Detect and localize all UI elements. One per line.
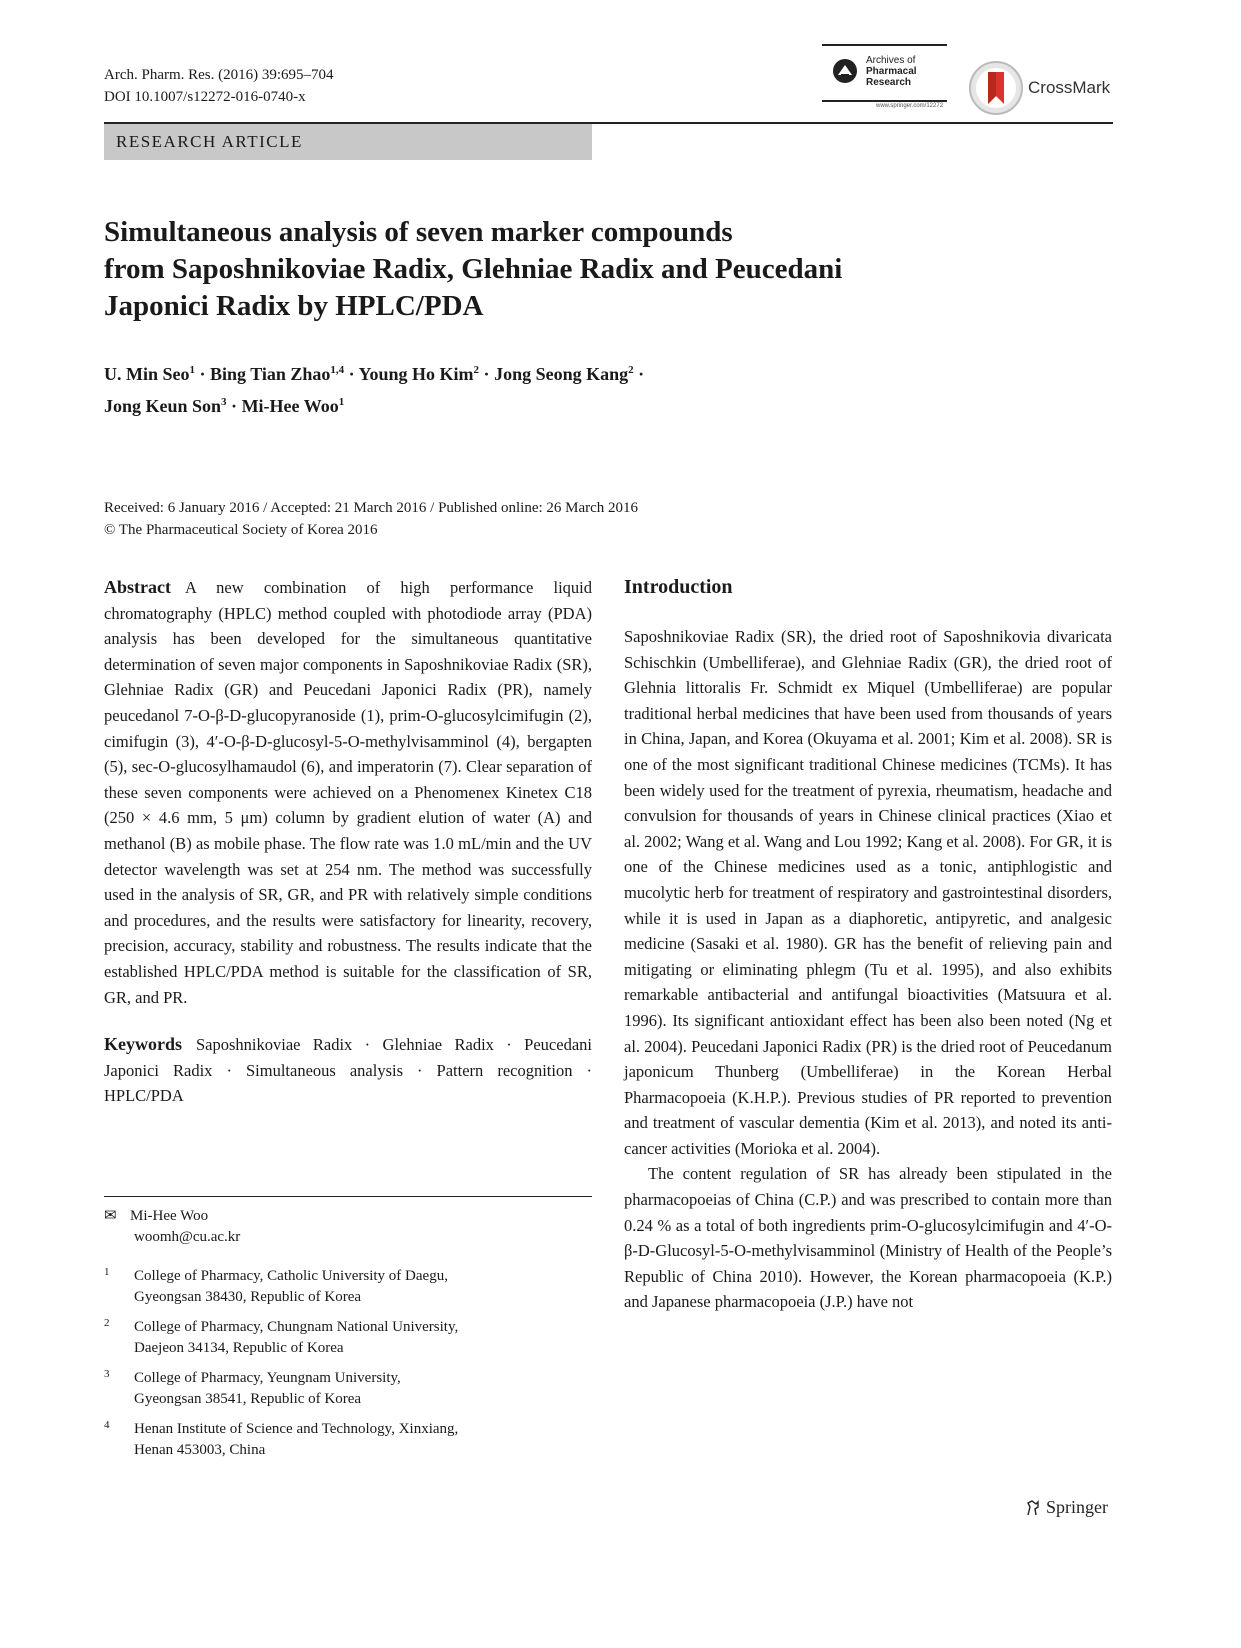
logo-rule-bottom — [822, 100, 947, 102]
abstract-label: Abstract — [104, 577, 171, 597]
right-column — [624, 575, 1112, 1315]
keywords-label: Keywords — [104, 1034, 182, 1055]
affiliation-2: 2 College of Pharmacy, Chungnam National University, Daejeon 34134, Republic of Korea — [104, 1317, 459, 1356]
envelope-icon: ✉ — [104, 1208, 117, 1224]
author-list: U. Min Seo$^1$ · Bing Tian Zhao$^{1,4}$ · Young Ho Kim$^2$ · Jong Seong Kang$^2$ · Jong Keun Son$^3$ · Mi-Hee Woo$^1$ — [104, 364, 645, 416]
publisher-name: Springer — [1046, 1497, 1108, 1517]
journal-logo[interactable] — [822, 44, 947, 110]
introduction-paragraph-1: Saposhnikoviae Radix (SR), the dried root of Saposhnikovia divaricata Schischkin (Umbelliferae), and Glehniae Radix (GR), the dried root of Glehnia littoralis Fr. Schmidt ex Miquel (Umbelliferae) are popular traditional herbal medicines that have been used from thousands of years in China, Japan, and Korea (Okuyama et al. 2001; Kim et al. 2008). SR is one of the most significant traditional Chinese medicines (TCMs). It has been widely used for the treatment of pyrexia, rheumatism, headache and convulsion for thousands of years in Chinese clinical practices (Xiao et al. 2002; Wang et al. Wang and Lou 1992; Kang et al. 2008). For GR, it is one of the Chinese medicines used as a tonic, antiphlogistic and mucolytic herb for treatment of respiratory and gastrointestinal disorders, while it is used in Japan as a diaphoretic, antipyretic, and analgesic medicine (Sasaki et al. 1980). GR has the benefit of relieving pain and mitigating or eliminating phlegm (Tu et al. 1995), and also exhibits remarkable antibacterial and antifungal bioactivities (Matsuura et al. 1996). Its significant antioxidant effect has been also been noted (Ng et al. 2004). Peucedani Japonici Radix (PR) is the dried root of Peucedanum japonicum Thunberg (Umbelliferae) in the Korean Herbal Pharmacopoeia (K.H.P.). Previous studies of PR reported to prevention and treatment of vascular dementia (Kim et al. 2013), and noted its anti-cancer activities (Morioka et al. 2004). — [624, 627, 1112, 1158]
logo-url: www.springer.com/12272 — [876, 103, 944, 109]
publication-dates — [104, 497, 638, 541]
logo-rule-top — [822, 44, 947, 46]
received-accepted-published: Received: 6 January 2016 / Accepted: 21 March 2016 / Published online: 26 March 2016 — [104, 500, 639, 516]
footnote-divider — [104, 1196, 592, 1197]
article-type-banner: RESEARCH ARTICLE — [104, 124, 592, 160]
author-name[interactable]: Jong Seong Kang — [494, 364, 629, 384]
abstract-text: A new combination of high performance liquid chromatography (HPLC) method coupled with photodiode array (PDA) analysis has been developed for the simultaneous quantitative determination of seven major components in Saposhnikoviae Radix (SR), Glehniae Radix (GR) and Peucedani Japonici Radix (PR), namely peucedanol 7-O-β-D-glucopyranoside (1), prim-O-glucosylcimifugin (2), cimifugin (3), 4′-O-β-D-glucosyl-5-O-methylvisamminol (4), bergapten (5), sec-O-glucosylhamaudol (6), and imperatorin (7). Clear separation of these seven components were achieved on a Phenomenex Kinetex C18 (250 × 4.6 mm, 5 μm) column by gradient elution of water (A) and methanol (B) as mobile phase. The flow rate was 1.0 mL/min and the UV detector wavelength was set at 254 nm. The method was successfully used in the analysis of SR, GR, and PR with relatively simple conditions and procedures, and the results were satisfactory for linearity, recovery, precision, accuracy, stability and robustness. The results indicate that the established HPLC/PDA method is suitable for the classification of SR, GR, and PR. — [104, 578, 592, 1007]
journal-emblem-icon — [832, 58, 858, 84]
correspondence — [104, 1206, 240, 1248]
corresponding-author: Mi-Hee Woo — [130, 1208, 209, 1224]
keywords-text: Saposhnikoviae Radix · Glehniae Radix · Peucedani Japonici Radix · Simultaneous analysis · Pattern recognition · HPLC/PDA — [104, 1035, 592, 1106]
affiliation-3: 3 College of Pharmacy, Yeungnam University, Gyeongsan 38541, Republic of Korea — [104, 1368, 401, 1407]
logo-text: Archives of Pharmacal Research — [866, 55, 917, 88]
affiliation-4: 4 Henan Institute of Science and Technology, Xinxiang, Henan 453003, China — [104, 1419, 459, 1458]
introduction-paragraph-2: The content regulation of SR has already been stipulated in the pharmacopoeias of China (C.P.) and was prescribed to contain more than 0.24 % as a total of both ingredients prim-O-glucosylcimifugin and 4′-O-β-D-Glucosyl-5-O-methylvisamminol (Ministry of Health of the People’s Republic of China 2010). However, the Korean pharmacopoeia (K.P.) and Japanese pharmacopoeia (J.P.) have not — [624, 1164, 1112, 1312]
author-name[interactable]: Mi-Hee Woo — [241, 396, 339, 416]
keywords — [104, 1032, 592, 1109]
doi[interactable]: DOI 10.1007/s12272-016-0740-x — [104, 89, 306, 105]
article-title: Simultaneous analysis of seven marker compounds from Saposhnikoviae Radix, Glehniae Radix and Peucedani Japonici Radix by HPLC/PDA — [104, 216, 843, 322]
author-name[interactable]: Young Ho Kim — [358, 364, 474, 384]
abstract — [104, 575, 592, 1010]
left-column — [104, 575, 592, 1109]
author-name[interactable]: Bing Tian Zhao — [210, 364, 331, 384]
crossmark-label: CrossMark — [1028, 78, 1111, 97]
copyright: © The Pharmaceutical Society of Korea 2016 — [104, 522, 378, 538]
crossmark-badge[interactable] — [968, 60, 1116, 116]
corresponding-email[interactable]: woomh@cu.ac.kr — [134, 1229, 241, 1245]
author-name[interactable]: U. Min Seo — [104, 364, 190, 384]
crossmark-icon — [968, 60, 1024, 116]
introduction-heading: Introduction — [624, 576, 733, 598]
journal-citation: Arch. Pharm. Res. (2016) 39:695–704 — [104, 67, 334, 83]
springer-horse-icon — [1024, 1499, 1042, 1517]
journal-reference — [104, 64, 334, 108]
author-name[interactable]: Jong Keun Son — [104, 396, 222, 416]
affiliation-1: 1 College of Pharmacy, Catholic University of Daegu, Gyeongsan 38430, Republic of Korea — [104, 1266, 448, 1305]
publisher-logo — [1024, 1495, 1124, 1523]
